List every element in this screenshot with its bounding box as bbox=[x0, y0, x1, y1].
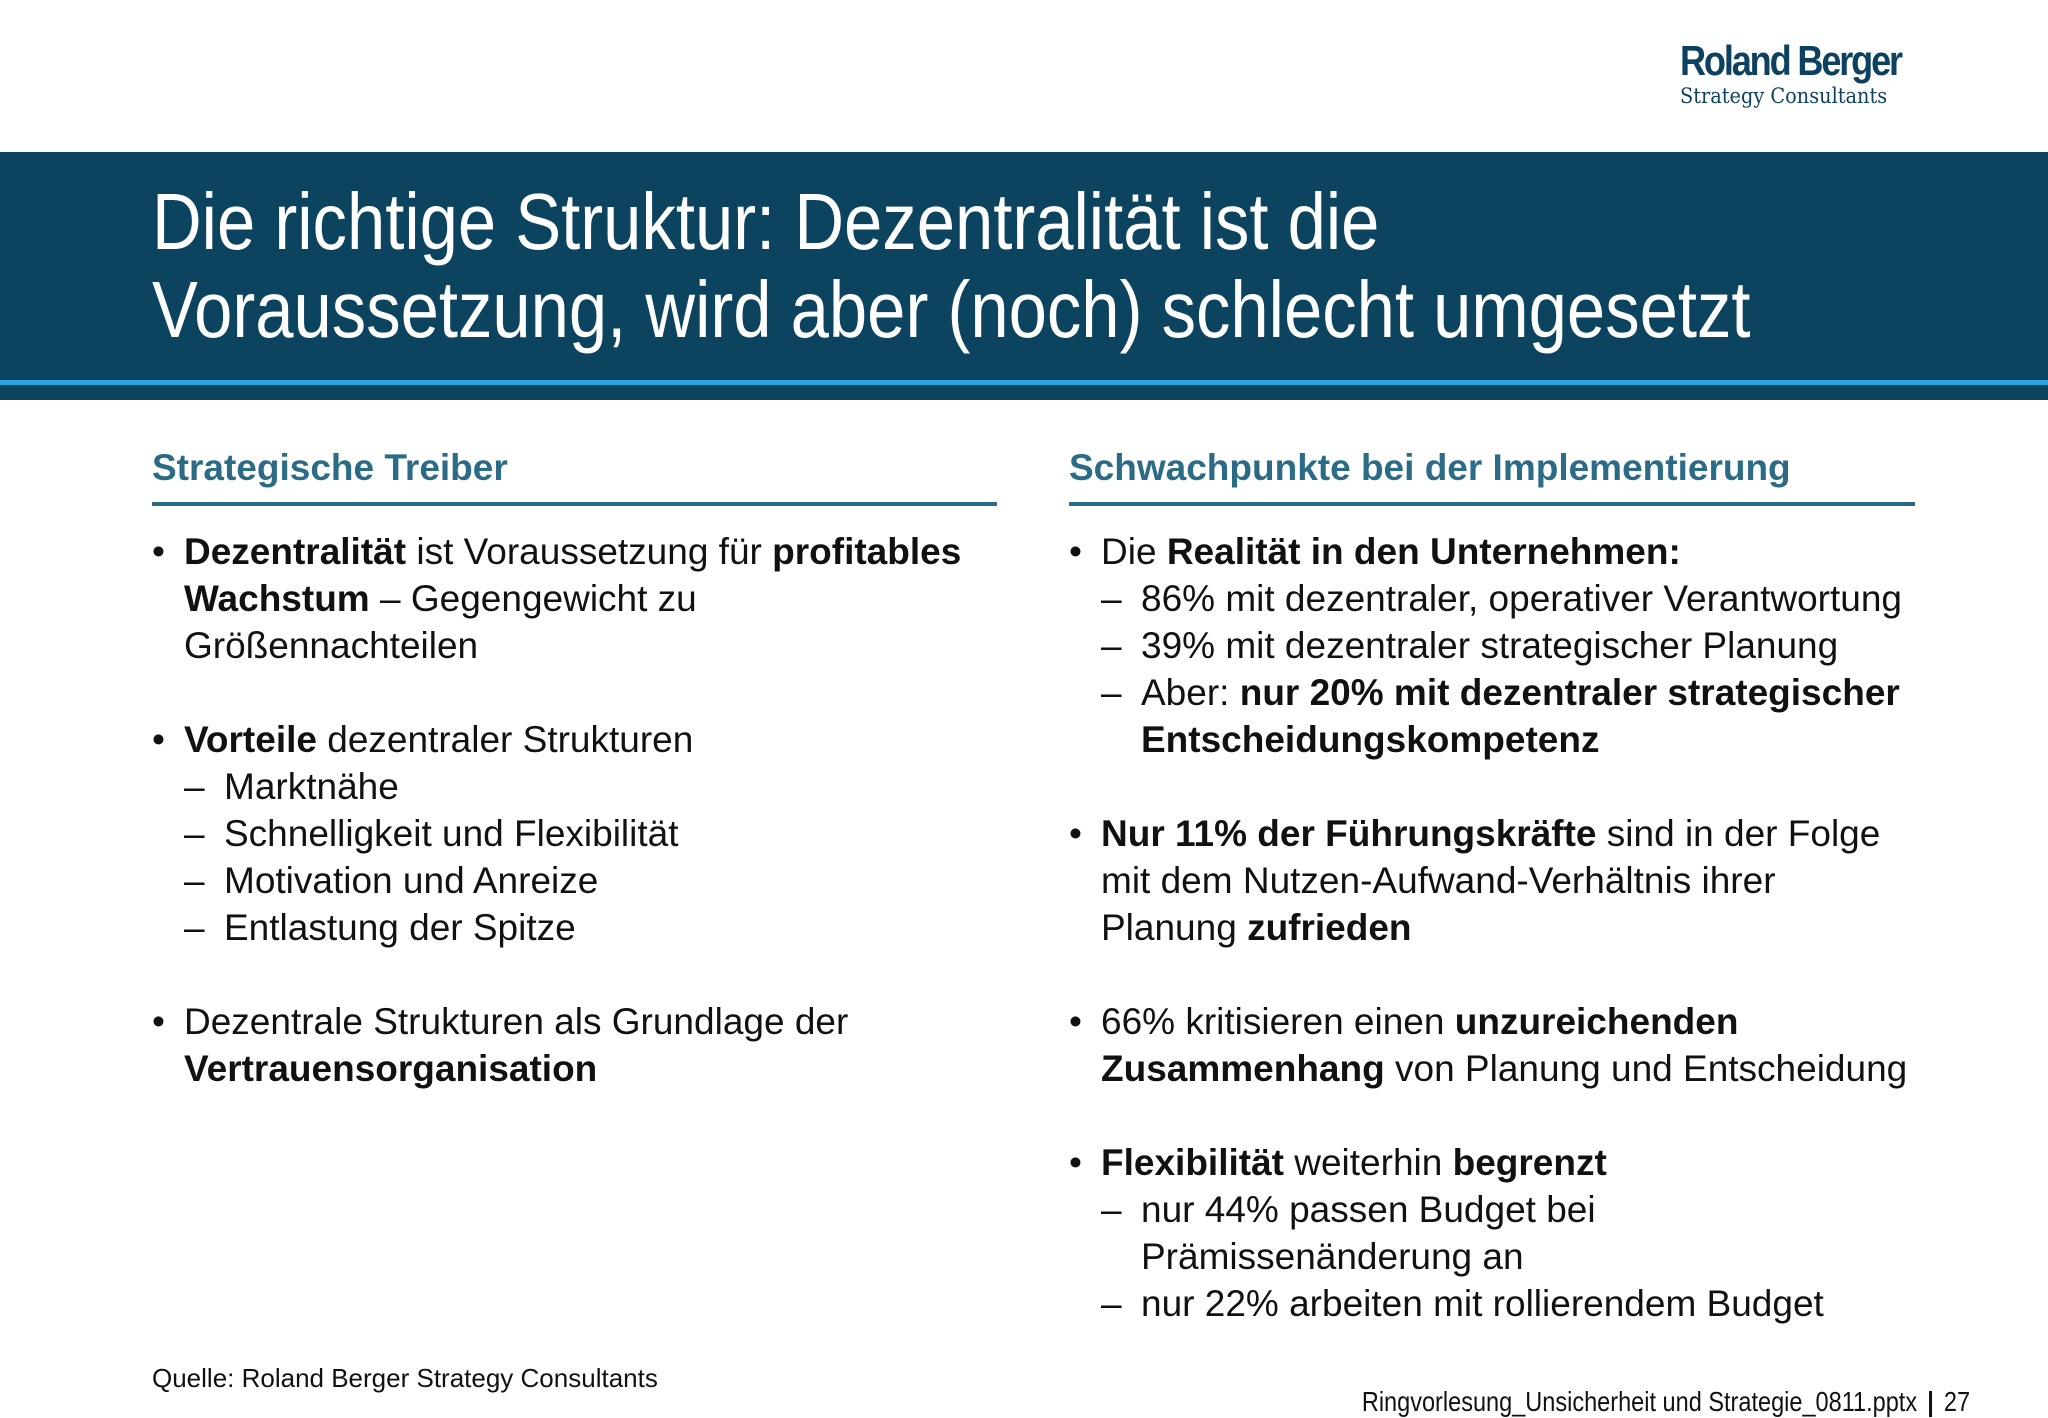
slide-footer bbox=[1362, 1386, 1970, 1418]
slide-title-line-2: Voraussetzung, wird aber (noch) schlecht umgesetzt bbox=[152, 265, 1751, 354]
sub-item: – 39% mit dezentraler strategischer Planung bbox=[1101, 622, 1915, 669]
bullet-text: von Planung und Entscheidung bbox=[1384, 1048, 1908, 1089]
logo-wordmark: Roland Berger bbox=[1680, 37, 1901, 84]
sub-item-text: Aber: bbox=[1141, 672, 1240, 713]
sub-list bbox=[1101, 575, 1915, 763]
logo-tagline: Strategy Consultants bbox=[1680, 84, 1888, 108]
bullet-text-bold: Vorteile bbox=[184, 719, 317, 760]
title-bottom-band bbox=[0, 385, 2048, 400]
bullet-text: Dezentrale Strukturen als Grundlage der bbox=[184, 1001, 849, 1042]
bullet-text-bold: Vertrauensorganisation bbox=[184, 1048, 598, 1089]
source-note: Quelle: Roland Berger Strategy Consultants bbox=[152, 1363, 658, 1393]
column-heading: Schwachpunkte bei der Implementierung bbox=[1069, 447, 1791, 488]
bullet-text-bold: unzureichenden Zusammenhang bbox=[1101, 1001, 1739, 1089]
bullet-item bbox=[1069, 1139, 1915, 1327]
sub-item bbox=[1101, 669, 1915, 763]
bullet-text-bold: Nur 11% der Führungskräfte bbox=[1101, 813, 1597, 854]
footer-separator: | bbox=[1927, 1386, 1934, 1417]
bullet-text: 66% kritisieren einen bbox=[1101, 1001, 1455, 1042]
sub-item: – Entlastung der Spitze bbox=[184, 904, 997, 951]
bullet-text: Die bbox=[1101, 531, 1167, 572]
sub-list bbox=[1101, 1186, 1915, 1327]
sub-item: – nur 22% arbeiten mit rollierendem Budget bbox=[1101, 1280, 1915, 1327]
bullet-text-bold: Realität in den Unternehmen: bbox=[1166, 531, 1681, 572]
bullet-item bbox=[1069, 810, 1915, 951]
bullet-text: dezentraler Strukturen bbox=[316, 719, 694, 760]
footer-filename: Ringvorlesung_Unsicherheit und Strategie_0811.pptx bbox=[1361, 1386, 1918, 1417]
bullet-item bbox=[1069, 528, 1915, 763]
sub-item: – Marktnähe bbox=[184, 763, 997, 810]
company-logo bbox=[1680, 38, 1920, 108]
bullet-item bbox=[152, 998, 997, 1092]
bullet-text: – Gegengewicht zu Größennachteilen bbox=[184, 578, 697, 666]
bullet-item bbox=[1069, 998, 1915, 1092]
slide-title-line-1: Die richtige Struktur: Dezentralität ist die bbox=[152, 177, 1380, 266]
sub-item: – Schnelligkeit und Flexibilität bbox=[184, 810, 997, 857]
heading-rule bbox=[152, 502, 997, 506]
bullet-item bbox=[152, 716, 997, 951]
bullet-item bbox=[152, 528, 997, 669]
bullet-text-bold: Flexibilität bbox=[1101, 1142, 1284, 1183]
sub-item: – nur 44% passen Budget bei Prämissenänderung an bbox=[1101, 1186, 1915, 1280]
sub-item-text-bold: nur 20% mit dezentraler strategischer Entscheidungskompetenz bbox=[1141, 672, 1900, 760]
bullet-text-bold: begrenzt bbox=[1452, 1142, 1607, 1183]
page-number: 27 bbox=[1943, 1386, 1970, 1417]
column-implementation-weaknesses bbox=[1069, 440, 1915, 1374]
column-strategic-drivers bbox=[152, 440, 997, 1139]
bullet-text-bold: Dezentralität bbox=[184, 531, 407, 572]
heading-rule bbox=[1069, 502, 1915, 506]
sub-item: – Motivation und Anreize bbox=[184, 857, 997, 904]
bullet-list bbox=[152, 528, 997, 1092]
bullet-text: ist Voraussetzung für bbox=[406, 531, 773, 572]
column-heading: Strategische Treiber bbox=[152, 447, 508, 488]
sub-item: – 86% mit dezentraler, operativer Verantwortung bbox=[1101, 575, 1915, 622]
bullet-text: sind in der Folge mit dem Nutzen-Aufwand-Verhältnis ihrer Planung bbox=[1101, 813, 1881, 948]
bullet-list bbox=[1069, 528, 1915, 1327]
slide-title bbox=[152, 178, 1752, 354]
bullet-text-bold: profitables Wachstum bbox=[184, 531, 962, 619]
bullet-text: weiterhin bbox=[1283, 1142, 1453, 1183]
sub-list bbox=[184, 763, 997, 951]
bullet-text-bold: zufrieden bbox=[1247, 907, 1412, 948]
